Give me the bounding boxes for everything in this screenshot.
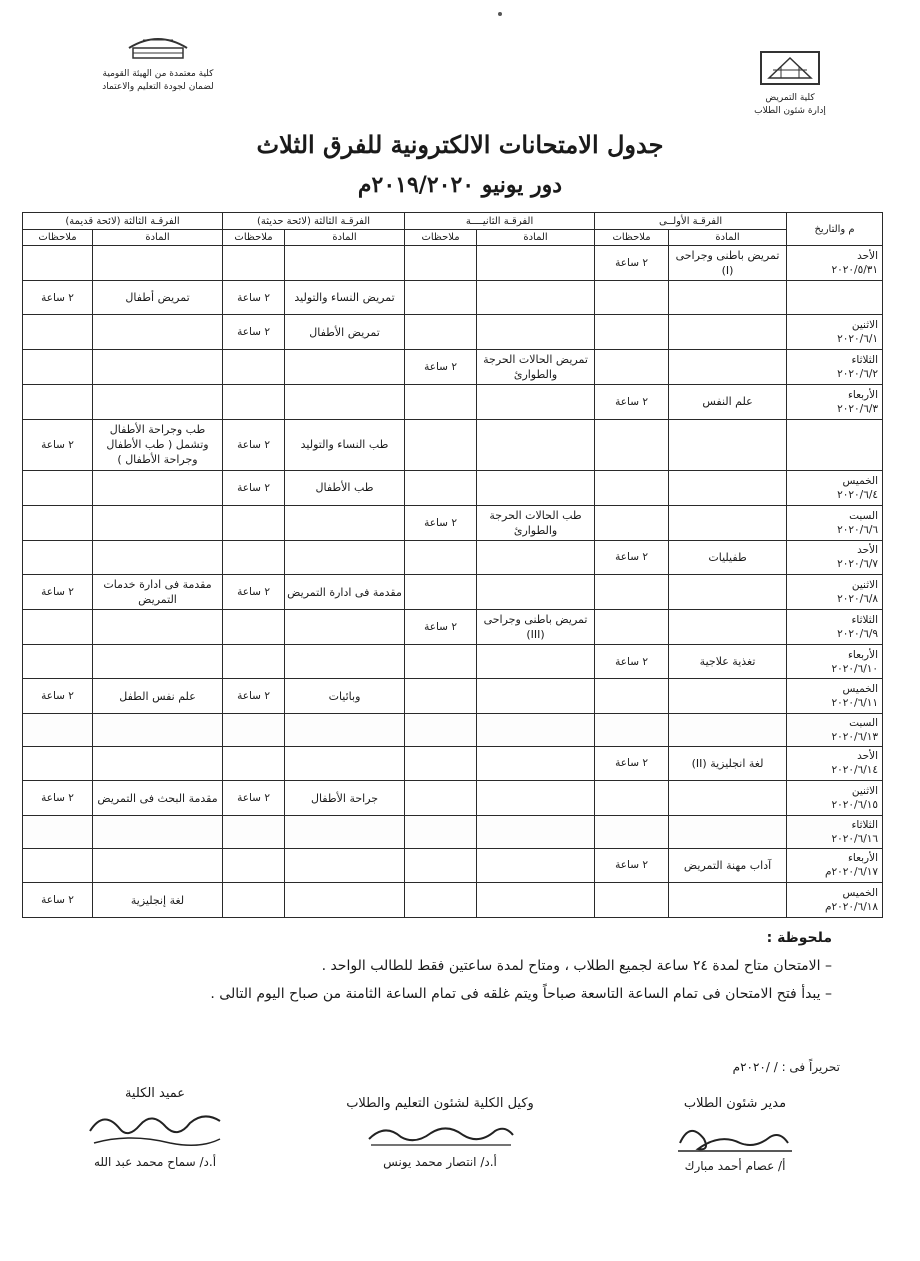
- schedule-body: [23, 246, 883, 918]
- day-name: الخميس: [842, 887, 879, 900]
- date-value: ٢٠٢٠/٦/٩: [837, 627, 879, 640]
- g3-subject-cell: [285, 714, 405, 746]
- g4-note-cell: [23, 471, 93, 506]
- signature-scribble-icon: [660, 1113, 810, 1157]
- signature-name: أ.د/ سماح محمد عبد الله: [93, 1155, 217, 1169]
- g2-note-cell: [405, 848, 477, 883]
- group-2-notes-header: ملاحظات: [405, 230, 477, 246]
- g1-note-cell: [595, 575, 669, 610]
- group-2-header: الفرقـة الثانيــــة: [405, 213, 595, 230]
- table-row: [23, 883, 883, 918]
- g2-note-cell: [405, 280, 477, 315]
- g1-note-cell: [595, 679, 669, 714]
- day-name: الخميس: [842, 683, 879, 696]
- group-3-subject-header: المادة: [285, 230, 405, 246]
- g3-note-cell: ٢ ساعة: [223, 315, 285, 350]
- signature-name: أ.د/ انتصار محمد يونس: [383, 1155, 497, 1169]
- note-line-2: – يبدأ فتح الامتحان فى تمام الساعة التاسعة صباحاً ويتم غلقه فى تمام الساعة الثامنة من صباح اليوم التالى .: [210, 986, 832, 1002]
- g4-subject-cell: [93, 609, 223, 644]
- g3-subject-cell: وبائيات: [285, 679, 405, 714]
- g4-subject-cell: [93, 816, 223, 848]
- g3-subject-cell: [285, 816, 405, 848]
- date-header: م والتاريخ: [787, 213, 883, 246]
- g4-subject-cell: [93, 384, 223, 419]
- g2-note-cell: [405, 471, 477, 506]
- g2-note-cell: [405, 575, 477, 610]
- g4-note-cell: [23, 644, 93, 679]
- g2-note-cell: [405, 746, 477, 781]
- date-cell: [787, 315, 883, 350]
- day-name: الثلاثاء: [851, 818, 879, 831]
- date-cell: [787, 746, 883, 781]
- g4-note-cell: [23, 384, 93, 419]
- g3-note-cell: [223, 848, 285, 883]
- g4-note-cell: [23, 246, 93, 281]
- signature-name: أ/ عصام أحمد مبارك: [684, 1159, 786, 1173]
- date-value: ٢٠٢٠/٦/٧: [837, 558, 879, 571]
- g1-subject-cell: [669, 575, 787, 610]
- g4-subject-cell: مقدمة البحث فى التمريض: [93, 781, 223, 816]
- g4-subject-cell: مقدمة فى ادارة خدمات التمريض: [93, 575, 223, 610]
- g2-note-cell: [405, 816, 477, 848]
- g3-subject-cell: [285, 746, 405, 781]
- table-row: [23, 540, 883, 575]
- g2-subject-cell: [477, 714, 595, 746]
- faculty-logo-icon: [759, 48, 821, 88]
- table-row: [23, 746, 883, 781]
- g2-subject-cell: [477, 679, 595, 714]
- g1-note-cell: ٢ ساعة: [595, 246, 669, 281]
- g1-note-cell: [595, 714, 669, 746]
- g3-subject-cell: [285, 384, 405, 419]
- table-row: [23, 609, 883, 644]
- date-value: ٢٠٢٠/٦/١١: [831, 697, 879, 710]
- g4-subject-cell: [93, 746, 223, 781]
- table-row: [23, 315, 883, 350]
- g1-subject-cell: [669, 816, 787, 848]
- g2-note-cell: [405, 883, 477, 918]
- g3-note-cell: [223, 505, 285, 540]
- g3-subject-cell: تمريض الأطفال: [285, 315, 405, 350]
- g3-subject-cell: تمريض النساء والتوليد: [285, 280, 405, 315]
- group-3-notes-header: ملاحظات: [223, 230, 285, 246]
- g2-subject-cell: [477, 781, 595, 816]
- g3-note-cell: ٢ ساعة: [223, 679, 285, 714]
- g2-subject-cell: [477, 315, 595, 350]
- signature-role: وكيل الكلية لشئون التعليم والطلاب: [346, 1096, 534, 1111]
- g1-subject-cell: علم النفس: [669, 384, 787, 419]
- g2-note-cell: ٢ ساعة: [405, 505, 477, 540]
- accreditation-logo-icon: [123, 28, 193, 64]
- group-1-subject-header: المادة: [669, 230, 787, 246]
- g3-subject-cell: [285, 609, 405, 644]
- g1-subject-cell: تغذية علاجية: [669, 644, 787, 679]
- g1-subject-cell: [669, 714, 787, 746]
- date-cell: [787, 644, 883, 679]
- faculty-block: [735, 48, 845, 118]
- g1-subject-cell: [669, 315, 787, 350]
- g1-note-cell: [595, 883, 669, 918]
- g3-note-cell: [223, 540, 285, 575]
- g3-note-cell: [223, 816, 285, 848]
- g4-note-cell: ٢ ساعة: [23, 575, 93, 610]
- date-value: ٢٠٢٠/٦/١٧م: [824, 866, 879, 879]
- day-name: السبت: [849, 509, 879, 522]
- group-3-header: الفرقـة الثالثة (لائحة حديثة): [223, 213, 405, 230]
- table-row: [23, 350, 883, 385]
- g3-note-cell: ٢ ساعة: [223, 575, 285, 610]
- day-name: الخميس: [842, 474, 879, 487]
- signature-scribble-icon: [70, 1103, 240, 1153]
- g3-subject-cell: [285, 350, 405, 385]
- date-cell: [787, 540, 883, 575]
- g1-note-cell: [595, 471, 669, 506]
- g3-note-cell: [223, 746, 285, 781]
- g3-note-cell: [223, 883, 285, 918]
- g1-note-cell: ٢ ساعة: [595, 848, 669, 883]
- g2-subject-cell: [477, 848, 595, 883]
- g4-subject-cell: [93, 505, 223, 540]
- g4-note-cell: ٢ ساعة: [23, 883, 93, 918]
- g4-note-cell: ٢ ساعة: [23, 280, 93, 315]
- g1-subject-cell: [669, 280, 787, 315]
- date-value: ٢٠٢٠/٦/١: [837, 333, 879, 346]
- g4-note-cell: [23, 609, 93, 644]
- g4-note-cell: [23, 540, 93, 575]
- day-name: الاثنين: [851, 785, 879, 798]
- g1-subject-cell: [669, 350, 787, 385]
- signature-student-affairs: [620, 1096, 850, 1173]
- day-name: الثلاثاء: [851, 354, 879, 367]
- g3-note-cell: [223, 246, 285, 281]
- day-name: الأحد: [857, 544, 879, 557]
- date-cell: [787, 883, 883, 918]
- g2-subject-cell: [477, 746, 595, 781]
- g1-note-cell: ٢ ساعة: [595, 540, 669, 575]
- g2-subject-cell: تمريض باطنى وجراحى (III): [477, 609, 595, 644]
- day-name: السبت: [849, 716, 879, 729]
- date-cell: [787, 419, 883, 471]
- accreditation-line-1: كلية معتمدة من الهيئة القومية: [102, 69, 214, 79]
- g2-note-cell: [405, 246, 477, 281]
- g4-subject-cell: طب وجراحة الأطفال وتشمل ( طب الأطفال وجراحة الأطفال ): [93, 419, 223, 471]
- date-cell: [787, 609, 883, 644]
- g4-subject-cell: [93, 848, 223, 883]
- g4-subject-cell: علم نفس الطفل: [93, 679, 223, 714]
- table-row: [23, 505, 883, 540]
- date-value: ٢٠٢٠/٦/١٥: [831, 799, 879, 812]
- date-value: ٢٠٢٠/٦/١٣: [831, 730, 879, 743]
- g1-subject-cell: تمريض باطنى وجراحى (I): [669, 246, 787, 281]
- date-cell: [787, 848, 883, 883]
- g2-subject-cell: طب الحالات الحرجة والطوارئ: [477, 505, 595, 540]
- g4-note-cell: [23, 848, 93, 883]
- g3-subject-cell: [285, 246, 405, 281]
- g2-note-cell: [405, 644, 477, 679]
- g4-note-cell: [23, 714, 93, 746]
- table-row: [23, 280, 883, 315]
- g4-note-cell: [23, 315, 93, 350]
- g1-subject-cell: [669, 419, 787, 471]
- g4-subject-cell: [93, 714, 223, 746]
- g4-subject-cell: [93, 471, 223, 506]
- g2-subject-cell: [477, 575, 595, 610]
- g4-note-cell: ٢ ساعة: [23, 679, 93, 714]
- signature-dean: [40, 1086, 270, 1169]
- signature-vice-dean: [325, 1096, 555, 1169]
- g1-subject-cell: [669, 781, 787, 816]
- date-value: ٢٠٢٠/٦/١٦: [831, 832, 879, 845]
- date-value: ٢٠٢٠/٦/٦: [837, 523, 879, 536]
- g4-subject-cell: [93, 350, 223, 385]
- faculty-name: كلية التمريض: [765, 93, 815, 103]
- g3-subject-cell: مقدمة فى ادارة التمريض: [285, 575, 405, 610]
- table-row: [23, 575, 883, 610]
- date-cell: [787, 246, 883, 281]
- date-value: ٢٠٢٠/٦/٣: [837, 402, 879, 415]
- day-name: الثلاثاء: [851, 613, 879, 626]
- date-cell: [787, 350, 883, 385]
- g1-note-cell: [595, 315, 669, 350]
- signature-role: عميد الكلية: [124, 1086, 186, 1101]
- g3-note-cell: [223, 714, 285, 746]
- page-subtitle: دور يونيو ٢٠١٩/٢٠٢٠م: [357, 172, 563, 198]
- g3-subject-cell: [285, 848, 405, 883]
- g1-subject-cell: [669, 471, 787, 506]
- g1-note-cell: [595, 280, 669, 315]
- date-cell: [787, 384, 883, 419]
- g3-subject-cell: [285, 883, 405, 918]
- g4-note-cell: [23, 746, 93, 781]
- g2-subject-cell: [477, 883, 595, 918]
- g2-subject-cell: [477, 644, 595, 679]
- g1-subject-cell: [669, 883, 787, 918]
- g4-subject-cell: تمريض أطفال: [93, 280, 223, 315]
- g2-note-cell: [405, 419, 477, 471]
- g2-note-cell: [405, 384, 477, 419]
- date-value: ٢٠٢٠/٦/١٤: [831, 764, 879, 777]
- g3-note-cell: [223, 609, 285, 644]
- day-name: الأحد: [857, 750, 879, 763]
- notes-label: ملحوظة :: [766, 930, 832, 946]
- g4-note-cell: [23, 816, 93, 848]
- g1-note-cell: [595, 781, 669, 816]
- written-date: تحريراً فى : / /٢٠٢٠م: [732, 1060, 840, 1074]
- accreditation-block: [88, 28, 228, 94]
- g1-note-cell: ٢ ساعة: [595, 746, 669, 781]
- g2-note-cell: ٢ ساعة: [405, 609, 477, 644]
- g1-note-cell: [595, 350, 669, 385]
- g4-subject-cell: [93, 315, 223, 350]
- g1-note-cell: [595, 609, 669, 644]
- day-name: الأربعاء: [847, 648, 879, 661]
- date-value: ٢٠٢٠/٦/١٨م: [824, 901, 879, 914]
- g3-note-cell: [223, 350, 285, 385]
- date-cell: [787, 280, 883, 315]
- g4-note-cell: ٢ ساعة: [23, 419, 93, 471]
- day-name: الاثنين: [851, 579, 879, 592]
- g4-subject-cell: [93, 246, 223, 281]
- table-row: [23, 848, 883, 883]
- g2-subject-cell: [477, 540, 595, 575]
- day-name: الاثنين: [851, 319, 879, 332]
- g2-subject-cell: [477, 384, 595, 419]
- g3-note-cell: ٢ ساعة: [223, 419, 285, 471]
- g3-note-cell: ٢ ساعة: [223, 471, 285, 506]
- accreditation-line-2: لضمان لجودة التعليم والاعتماد: [102, 82, 214, 92]
- g4-note-cell: ٢ ساعة: [23, 781, 93, 816]
- g2-subject-cell: [477, 419, 595, 471]
- scan-dot: [498, 12, 502, 16]
- g3-subject-cell: جراحة الأطفال: [285, 781, 405, 816]
- g1-note-cell: [595, 419, 669, 471]
- g3-subject-cell: [285, 540, 405, 575]
- g2-note-cell: [405, 315, 477, 350]
- g3-note-cell: [223, 644, 285, 679]
- group-4-header: الفرقـة الثالثة (لائحة قديمة): [23, 213, 223, 230]
- date-value: ٢٠٢٠/٦/١٠: [831, 662, 879, 675]
- g1-subject-cell: لغة انجليزية (II): [669, 746, 787, 781]
- group-4-notes-header: ملاحظات: [23, 230, 93, 246]
- g1-subject-cell: طفيليات: [669, 540, 787, 575]
- table-row: [23, 246, 883, 281]
- g1-note-cell: [595, 816, 669, 848]
- date-cell: [787, 714, 883, 746]
- date-cell: [787, 575, 883, 610]
- day-name: الأحد: [857, 249, 879, 262]
- group-2-subject-header: المادة: [477, 230, 595, 246]
- g1-note-cell: ٢ ساعة: [595, 644, 669, 679]
- g4-note-cell: [23, 350, 93, 385]
- signature-role: مدير شئون الطلاب: [683, 1096, 787, 1111]
- date-cell: [787, 816, 883, 848]
- notes-section: [72, 930, 832, 1002]
- g3-subject-cell: طب النساء والتوليد: [285, 419, 405, 471]
- g1-note-cell: [595, 505, 669, 540]
- g2-subject-cell: [477, 246, 595, 281]
- g2-note-cell: [405, 679, 477, 714]
- table-row: [23, 384, 883, 419]
- day-name: الأربعاء: [847, 388, 879, 401]
- date-value: ٢٠٢٠/٥/٣١: [831, 263, 879, 276]
- g3-note-cell: [223, 384, 285, 419]
- g1-subject-cell: آداب مهنة التمريض: [669, 848, 787, 883]
- g3-subject-cell: [285, 644, 405, 679]
- g2-subject-cell: [477, 471, 595, 506]
- g3-note-cell: ٢ ساعة: [223, 280, 285, 315]
- exam-schedule-table: [22, 212, 883, 918]
- g2-note-cell: ٢ ساعة: [405, 350, 477, 385]
- department-name: إدارة شئون الطلاب: [754, 106, 826, 116]
- g4-subject-cell: لغة إنجليزية: [93, 883, 223, 918]
- table-row: [23, 644, 883, 679]
- g3-subject-cell: طب الأطفال: [285, 471, 405, 506]
- g2-note-cell: [405, 714, 477, 746]
- g2-note-cell: [405, 540, 477, 575]
- g1-subject-cell: [669, 679, 787, 714]
- g3-subject-cell: [285, 505, 405, 540]
- g2-subject-cell: [477, 816, 595, 848]
- g4-subject-cell: [93, 540, 223, 575]
- date-value: ٢٠٢٠/٦/٤: [837, 488, 879, 501]
- note-line-1: – الامتحان متاح لمدة ٢٤ ساعة لجميع الطلاب ، ومتاح لمدة ساعتين فقط للطالب الواحد .: [321, 958, 832, 974]
- date-cell: [787, 471, 883, 506]
- table-row: [23, 679, 883, 714]
- day-name: الأربعاء: [847, 852, 879, 865]
- date-cell: [787, 505, 883, 540]
- date-cell: [787, 781, 883, 816]
- group-1-header: الفرقـة الأولــى: [595, 213, 787, 230]
- date-cell: [787, 679, 883, 714]
- g1-note-cell: ٢ ساعة: [595, 384, 669, 419]
- table-row: [23, 816, 883, 848]
- g2-subject-cell: [477, 280, 595, 315]
- g2-note-cell: [405, 781, 477, 816]
- table-row: [23, 714, 883, 746]
- g1-subject-cell: [669, 609, 787, 644]
- date-value: ٢٠٢٠/٦/٨: [837, 593, 879, 606]
- page-title: جدول الامتحانات الالكترونية للفرق الثلاث: [256, 130, 664, 159]
- table-row: [23, 419, 883, 471]
- date-value: ٢٠٢٠/٦/٢: [837, 368, 879, 381]
- signature-scribble-icon: [355, 1113, 525, 1153]
- table-row: [23, 781, 883, 816]
- g1-subject-cell: [669, 505, 787, 540]
- table-row: [23, 471, 883, 506]
- g4-note-cell: [23, 505, 93, 540]
- g3-note-cell: ٢ ساعة: [223, 781, 285, 816]
- group-1-notes-header: ملاحظات: [595, 230, 669, 246]
- g4-subject-cell: [93, 644, 223, 679]
- g2-subject-cell: تمريض الحالات الحرجة والطوارئ: [477, 350, 595, 385]
- group-4-subject-header: المادة: [93, 230, 223, 246]
